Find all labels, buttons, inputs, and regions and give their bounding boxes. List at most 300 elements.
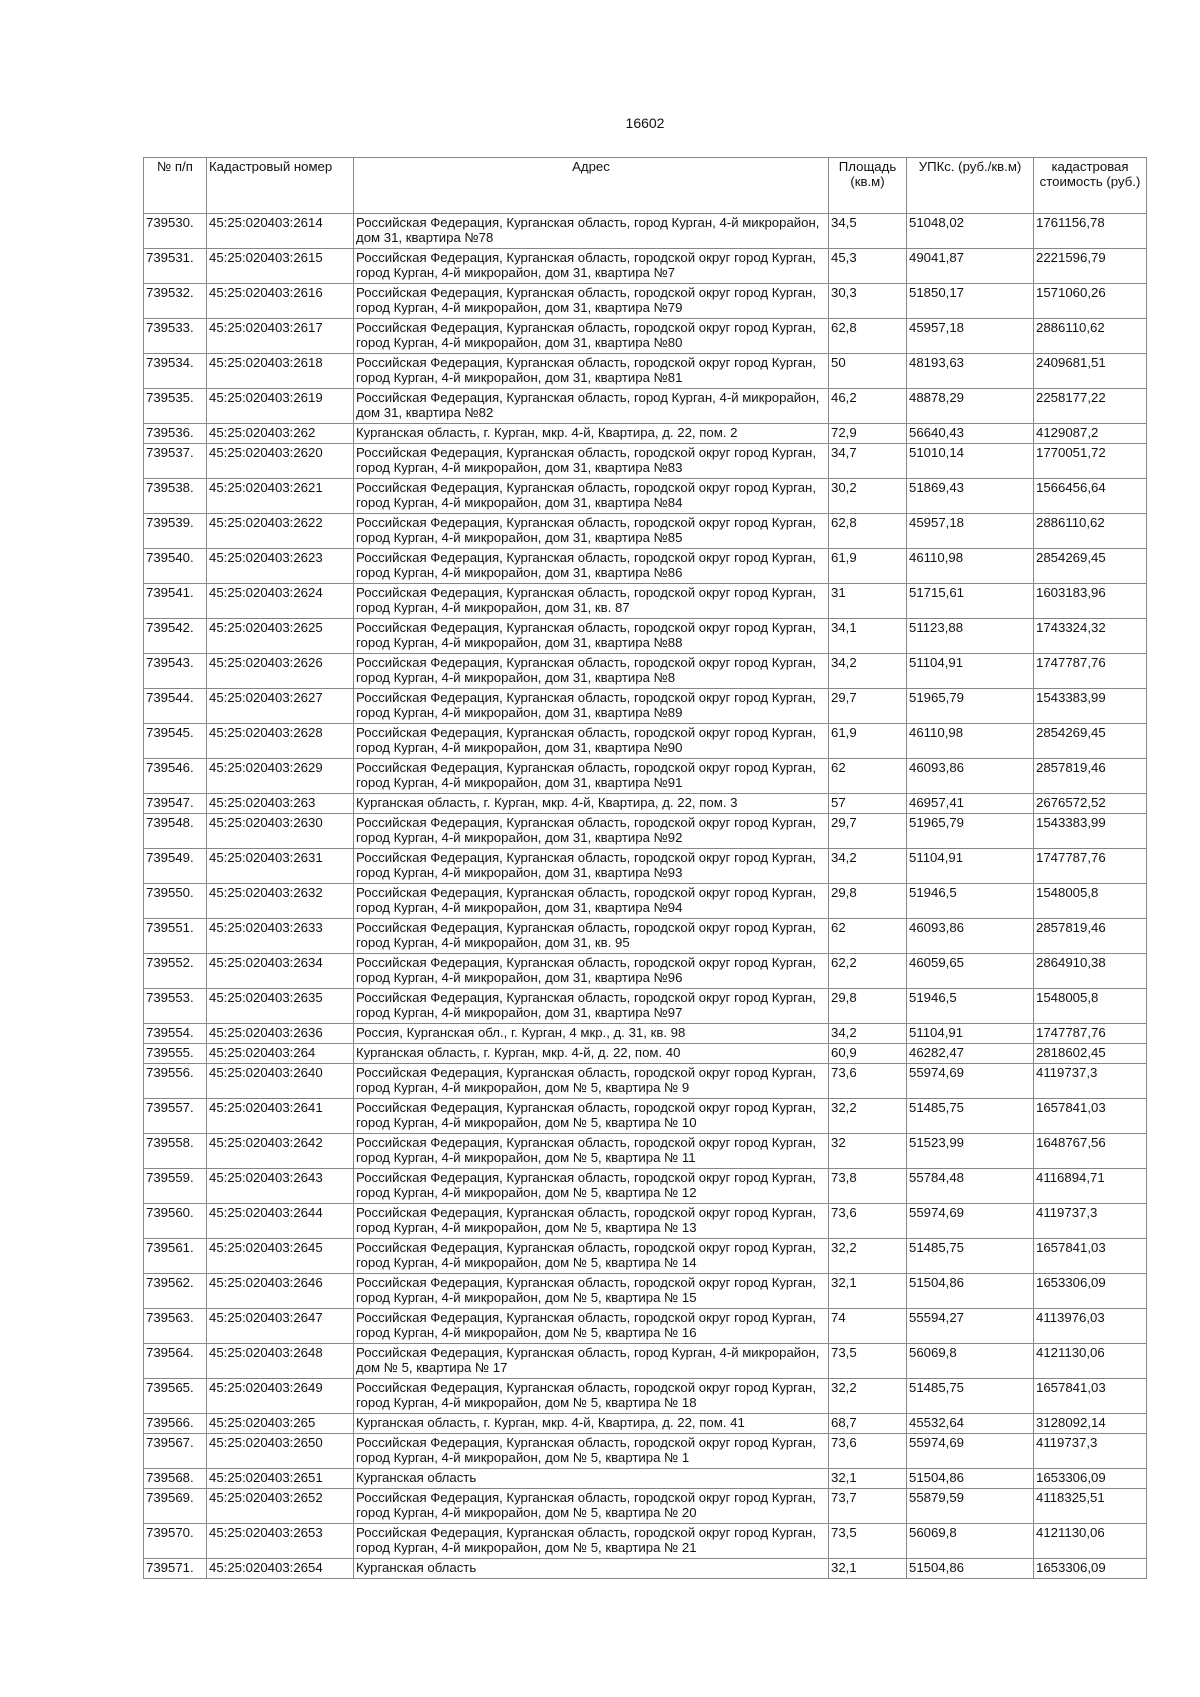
cell-cadastral-value: 4119737,3	[1034, 1064, 1147, 1099]
table-row	[144, 849, 1147, 884]
cell-area: 34,5	[829, 214, 907, 249]
cell-address: Курганская область	[354, 1559, 829, 1579]
cell-cadastral-number: 45:25:020403:2644	[207, 1204, 354, 1239]
cell-cadastral-number: 45:25:020403:265	[207, 1414, 354, 1434]
cell-cadastral-number: 45:25:020403:2628	[207, 724, 354, 759]
cell-unit-cost: 51485,75	[907, 1099, 1034, 1134]
cell-area: 29,7	[829, 689, 907, 724]
cell-address: Курганская область, г. Курган, мкр. 4-й, Квартира, д. 22, пом. 2	[354, 424, 829, 444]
cell-unit-cost: 51946,5	[907, 884, 1034, 919]
table-row	[144, 514, 1147, 549]
cell-number: 739539.	[144, 514, 207, 549]
cell-area: 34,2	[829, 849, 907, 884]
cell-cadastral-value: 1653306,09	[1034, 1559, 1147, 1579]
table-row	[144, 1344, 1147, 1379]
table-row	[144, 319, 1147, 354]
cell-unit-cost: 46093,86	[907, 919, 1034, 954]
table-row	[144, 989, 1147, 1024]
cell-address: Российская Федерация, Курганская область, городской округ город Курган, город Курган, 4-й микрорайон, дом 31, квартира №97	[354, 989, 829, 1024]
cell-address: Российская Федерация, Курганская область, городской округ город Курган, город Курган, 4-й микрорайон, дом 31, квартира №84	[354, 479, 829, 514]
table-row	[144, 424, 1147, 444]
cell-area: 73,6	[829, 1064, 907, 1099]
cell-number: 739558.	[144, 1134, 207, 1169]
cell-unit-cost: 49041,87	[907, 249, 1034, 284]
cell-cadastral-number: 45:25:020403:2643	[207, 1169, 354, 1204]
cell-address: Российская Федерация, Курганская область, городской округ город Курган, город Курган, 4-й микрорайон, дом 31, кв. 95	[354, 919, 829, 954]
cell-area: 61,9	[829, 724, 907, 759]
cell-number: 739538.	[144, 479, 207, 514]
cell-unit-cost: 48878,29	[907, 389, 1034, 424]
cell-cadastral-value: 1657841,03	[1034, 1099, 1147, 1134]
cell-unit-cost: 51104,91	[907, 849, 1034, 884]
cell-address: Российская Федерация, Курганская область, городской округ город Курган, город Курган, 4-й микрорайон, дом 31, квартира №94	[354, 884, 829, 919]
cell-cadastral-value: 4129087,2	[1034, 424, 1147, 444]
cell-cadastral-value: 2409681,51	[1034, 354, 1147, 389]
table-row	[144, 954, 1147, 989]
cell-number: 739547.	[144, 794, 207, 814]
cell-cadastral-number: 45:25:020403:2615	[207, 249, 354, 284]
header-number: № п/п	[144, 158, 207, 214]
cell-cadastral-number: 45:25:020403:2634	[207, 954, 354, 989]
cell-unit-cost: 51965,79	[907, 814, 1034, 849]
cell-address: Российская Федерация, Курганская область, городской округ город Курган, город Курган, 4-й микрорайон, дом № 5, квартира № 12	[354, 1169, 829, 1204]
table-row	[144, 1309, 1147, 1344]
table-row	[144, 1274, 1147, 1309]
cell-cadastral-value: 2857819,46	[1034, 759, 1147, 794]
table-row	[144, 1044, 1147, 1064]
cell-address: Российская Федерация, Курганская область, городской округ город Курган, город Курган, 4-й микрорайон, дом № 5, квартира № 10	[354, 1099, 829, 1134]
cell-area: 61,9	[829, 549, 907, 584]
cell-cadastral-value: 2221596,79	[1034, 249, 1147, 284]
table-row	[144, 1559, 1147, 1579]
cell-cadastral-value: 1648767,56	[1034, 1134, 1147, 1169]
cell-cadastral-number: 45:25:020403:2616	[207, 284, 354, 319]
table-row	[144, 759, 1147, 794]
cell-cadastral-value: 2676572,52	[1034, 794, 1147, 814]
cell-address: Российская Федерация, Курганская область, город Курган, 4-й микрорайон, дом 31, квартира №82	[354, 389, 829, 424]
cell-cadastral-value: 2818602,45	[1034, 1044, 1147, 1064]
cell-unit-cost: 46059,65	[907, 954, 1034, 989]
cell-cadastral-number: 45:25:020403:2654	[207, 1559, 354, 1579]
cell-area: 34,7	[829, 444, 907, 479]
cell-cadastral-number: 45:25:020403:2648	[207, 1344, 354, 1379]
cell-unit-cost: 56069,8	[907, 1524, 1034, 1559]
cell-area: 62	[829, 759, 907, 794]
cell-cadastral-number: 45:25:020403:2629	[207, 759, 354, 794]
table-row	[144, 444, 1147, 479]
cell-cadastral-value: 3128092,14	[1034, 1414, 1147, 1434]
cell-area: 74	[829, 1309, 907, 1344]
cell-address: Российская Федерация, Курганская область, городской округ город Курган, город Курган, 4-й микрорайон, дом 31, квартира №96	[354, 954, 829, 989]
table-row	[144, 1204, 1147, 1239]
cell-cadastral-value: 1747787,76	[1034, 654, 1147, 689]
cell-unit-cost: 51965,79	[907, 689, 1034, 724]
cell-number: 739552.	[144, 954, 207, 989]
cell-unit-cost: 46110,98	[907, 724, 1034, 759]
cell-unit-cost: 51123,88	[907, 619, 1034, 654]
table-row	[144, 1489, 1147, 1524]
cell-address: Российская Федерация, Курганская область, город Курган, 4-й микрорайон, дом № 5, квартира № 17	[354, 1344, 829, 1379]
cell-area: 30,2	[829, 479, 907, 514]
cell-unit-cost: 55974,69	[907, 1064, 1034, 1099]
cell-cadastral-number: 45:25:020403:2627	[207, 689, 354, 724]
cell-cadastral-number: 45:25:020403:2641	[207, 1099, 354, 1134]
cell-cadastral-value: 1548005,8	[1034, 989, 1147, 1024]
cell-address: Российская Федерация, Курганская область, городской округ город Курган, город Курган, 4-й микрорайон, дом 31, квартира №89	[354, 689, 829, 724]
cell-cadastral-value: 1653306,09	[1034, 1274, 1147, 1309]
cell-number: 739565.	[144, 1379, 207, 1414]
cell-cadastral-number: 45:25:020403:264	[207, 1044, 354, 1064]
table-row	[144, 1434, 1147, 1469]
header-cadastral-value: кадастровая стоимость (руб.)	[1034, 158, 1147, 214]
cell-cadastral-value: 4121130,06	[1034, 1524, 1147, 1559]
cell-number: 739559.	[144, 1169, 207, 1204]
cell-unit-cost: 46282,47	[907, 1044, 1034, 1064]
cell-address: Российская Федерация, Курганская область, городской округ город Курган, город Курган, 4-й микрорайон, дом № 5, квартира № 1	[354, 1434, 829, 1469]
cell-area: 45,3	[829, 249, 907, 284]
cell-area: 46,2	[829, 389, 907, 424]
cell-number: 739548.	[144, 814, 207, 849]
cell-unit-cost: 46093,86	[907, 759, 1034, 794]
cell-number: 739567.	[144, 1434, 207, 1469]
cell-area: 50	[829, 354, 907, 389]
cell-area: 32,2	[829, 1099, 907, 1134]
cell-number: 739568.	[144, 1469, 207, 1489]
cell-cadastral-value: 1761156,78	[1034, 214, 1147, 249]
cell-number: 739541.	[144, 584, 207, 619]
cell-address: Российская Федерация, Курганская область, городской округ город Курган, город Курган, 4-й микрорайон, дом № 5, квартира № 14	[354, 1239, 829, 1274]
cell-address: Российская Федерация, Курганская область, городской округ город Курган, город Курган, 4-й микрорайон, дом № 5, квартира № 18	[354, 1379, 829, 1414]
cell-area: 32,1	[829, 1469, 907, 1489]
cell-unit-cost: 51850,17	[907, 284, 1034, 319]
cell-cadastral-number: 45:25:020403:2647	[207, 1309, 354, 1344]
cell-area: 34,2	[829, 654, 907, 689]
cadastral-table	[143, 157, 1147, 1579]
table-row	[144, 814, 1147, 849]
cell-address: Курганская область	[354, 1469, 829, 1489]
cell-area: 62,8	[829, 514, 907, 549]
table-row	[144, 919, 1147, 954]
cell-cadastral-value: 1747787,76	[1034, 1024, 1147, 1044]
cell-cadastral-value: 2886110,62	[1034, 319, 1147, 354]
cell-area: 72,9	[829, 424, 907, 444]
cell-address: Курганская область, г. Курган, мкр. 4-й, Квартира, д. 22, пом. 41	[354, 1414, 829, 1434]
cell-unit-cost: 51010,14	[907, 444, 1034, 479]
cell-cadastral-number: 45:25:020403:2633	[207, 919, 354, 954]
cell-address: Курганская область, г. Курган, мкр. 4-й, Квартира, д. 22, пом. 3	[354, 794, 829, 814]
header-cadastral-number: Кадастровый номер	[207, 158, 354, 214]
cell-unit-cost: 51715,61	[907, 584, 1034, 619]
cell-cadastral-value: 1743324,32	[1034, 619, 1147, 654]
table-row	[144, 1169, 1147, 1204]
cell-unit-cost: 51485,75	[907, 1379, 1034, 1414]
cell-cadastral-number: 45:25:020403:2646	[207, 1274, 354, 1309]
cell-number: 739561.	[144, 1239, 207, 1274]
cell-number: 739534.	[144, 354, 207, 389]
cell-number: 739549.	[144, 849, 207, 884]
cell-cadastral-number: 45:25:020403:2621	[207, 479, 354, 514]
cell-unit-cost: 45532,64	[907, 1414, 1034, 1434]
cell-number: 739537.	[144, 444, 207, 479]
cell-address: Российская Федерация, Курганская область, городской округ город Курган, город Курган, 4-й микрорайон, дом 31, квартира №86	[354, 549, 829, 584]
table-row	[144, 479, 1147, 514]
cell-cadastral-number: 45:25:020403:2625	[207, 619, 354, 654]
cell-unit-cost: 51104,91	[907, 1024, 1034, 1044]
cell-unit-cost: 55974,69	[907, 1204, 1034, 1239]
cell-cadastral-number: 45:25:020403:2635	[207, 989, 354, 1024]
cell-number: 739560.	[144, 1204, 207, 1239]
cell-area: 29,8	[829, 989, 907, 1024]
cell-address: Российская Федерация, Курганская область, городской округ город Курган, город Курган, 4-й микрорайон, дом 31, квартира №85	[354, 514, 829, 549]
cell-area: 29,8	[829, 884, 907, 919]
cell-area: 73,6	[829, 1434, 907, 1469]
cell-area: 62,2	[829, 954, 907, 989]
cell-unit-cost: 55784,48	[907, 1169, 1034, 1204]
cell-cadastral-value: 1571060,26	[1034, 284, 1147, 319]
cell-cadastral-number: 45:25:020403:2620	[207, 444, 354, 479]
cell-cadastral-number: 45:25:020403:2630	[207, 814, 354, 849]
cell-cadastral-number: 45:25:020403:2640	[207, 1064, 354, 1099]
cell-number: 739569.	[144, 1489, 207, 1524]
cell-cadastral-number: 45:25:020403:2649	[207, 1379, 354, 1414]
cell-address: Российская Федерация, Курганская область, городской округ город Курган, город Курган, 4-й микрорайон, дом № 5, квартира № 21	[354, 1524, 829, 1559]
page-number: 16602	[625, 115, 665, 131]
table-row	[144, 619, 1147, 654]
table-row	[144, 584, 1147, 619]
cell-cadastral-value: 2854269,45	[1034, 549, 1147, 584]
cell-number: 739543.	[144, 654, 207, 689]
cell-area: 62,8	[829, 319, 907, 354]
cell-cadastral-number: 45:25:020403:2652	[207, 1489, 354, 1524]
cell-cadastral-value: 1653306,09	[1034, 1469, 1147, 1489]
table-row	[144, 884, 1147, 919]
cell-address: Российская Федерация, Курганская область, городской округ город Курган, город Курган, 4-й микрорайон, дом 31, квартира №79	[354, 284, 829, 319]
cell-number: 739532.	[144, 284, 207, 319]
cell-address: Российская Федерация, Курганская область, городской округ город Курган, город Курган, 4-й микрорайон, дом 31, квартира №83	[354, 444, 829, 479]
table-row	[144, 794, 1147, 814]
cell-number: 739530.	[144, 214, 207, 249]
cell-cadastral-number: 45:25:020403:2653	[207, 1524, 354, 1559]
cell-address: Российская Федерация, Курганская область, городской округ город Курган, город Курган, 4-й микрорайон, дом № 5, квартира № 16	[354, 1309, 829, 1344]
cell-unit-cost: 51485,75	[907, 1239, 1034, 1274]
cell-unit-cost: 51523,99	[907, 1134, 1034, 1169]
cell-area: 60,9	[829, 1044, 907, 1064]
cell-area: 73,8	[829, 1169, 907, 1204]
cell-cadastral-number: 45:25:020403:2650	[207, 1434, 354, 1469]
cell-address: Российская Федерация, Курганская область, городской округ город Курган, город Курган, 4-й микрорайон, дом № 5, квартира № 20	[354, 1489, 829, 1524]
cell-cadastral-number: 45:25:020403:2642	[207, 1134, 354, 1169]
cell-cadastral-number: 45:25:020403:2618	[207, 354, 354, 389]
cell-unit-cost: 51946,5	[907, 989, 1034, 1024]
cell-cadastral-value: 4119737,3	[1034, 1434, 1147, 1469]
cell-cadastral-value: 1657841,03	[1034, 1239, 1147, 1274]
table-row	[144, 389, 1147, 424]
table-row	[144, 1469, 1147, 1489]
cell-number: 739536.	[144, 424, 207, 444]
cell-cadastral-number: 45:25:020403:2636	[207, 1024, 354, 1044]
cell-cadastral-number: 45:25:020403:263	[207, 794, 354, 814]
cell-address: Российская Федерация, Курганская область, городской округ город Курган, город Курган, 4-й микрорайон, дом 31, квартира №81	[354, 354, 829, 389]
cell-address: Россия, Курганская обл., г. Курган, 4 мкр., д. 31, кв. 98	[354, 1024, 829, 1044]
cell-area: 32,2	[829, 1239, 907, 1274]
cell-area: 73,6	[829, 1204, 907, 1239]
cell-number: 739533.	[144, 319, 207, 354]
cell-unit-cost: 51104,91	[907, 654, 1034, 689]
cell-number: 739555.	[144, 1044, 207, 1064]
cell-cadastral-value: 4119737,3	[1034, 1204, 1147, 1239]
cell-area: 73,7	[829, 1489, 907, 1524]
cell-address: Российская Федерация, Курганская область, городской округ город Курган, город Курган, 4-й микрорайон, дом 31, кв. 87	[354, 584, 829, 619]
cell-address: Курганская область, г. Курган, мкр. 4-й, д. 22, пом. 40	[354, 1044, 829, 1064]
cell-number: 739531.	[144, 249, 207, 284]
cell-area: 73,5	[829, 1524, 907, 1559]
cell-number: 739554.	[144, 1024, 207, 1044]
cell-area: 32,1	[829, 1274, 907, 1309]
cell-address: Российская Федерация, Курганская область, городской округ город Курган, город Курган, 4-й микрорайон, дом № 5, квартира № 13	[354, 1204, 829, 1239]
cell-unit-cost: 55974,69	[907, 1434, 1034, 1469]
cell-cadastral-number: 45:25:020403:2623	[207, 549, 354, 584]
cell-cadastral-value: 2857819,46	[1034, 919, 1147, 954]
cell-address: Российская Федерация, Курганская область, город Курган, 4-й микрорайон, дом 31, квартира №78	[354, 214, 829, 249]
cell-address: Российская Федерация, Курганская область, городской округ город Курган, город Курган, 4-й микрорайон, дом 31, квартира №8	[354, 654, 829, 689]
cell-area: 34,1	[829, 619, 907, 654]
table-header-row	[144, 158, 1147, 214]
cell-cadastral-value: 1543383,99	[1034, 814, 1147, 849]
cell-cadastral-value: 4113976,03	[1034, 1309, 1147, 1344]
table-row	[144, 249, 1147, 284]
cell-address: Российская Федерация, Курганская область, городской округ город Курган, город Курган, 4-й микрорайон, дом 31, квартира №92	[354, 814, 829, 849]
cell-unit-cost: 45957,18	[907, 514, 1034, 549]
cell-area: 32,2	[829, 1379, 907, 1414]
cell-cadastral-number: 45:25:020403:2619	[207, 389, 354, 424]
table-row	[144, 1024, 1147, 1044]
cell-area: 73,5	[829, 1344, 907, 1379]
cell-cadastral-value: 1548005,8	[1034, 884, 1147, 919]
cell-cadastral-value: 2258177,22	[1034, 389, 1147, 424]
cell-unit-cost: 45957,18	[907, 319, 1034, 354]
cell-unit-cost: 46957,41	[907, 794, 1034, 814]
cell-area: 57	[829, 794, 907, 814]
header-unit-cost: УПКс. (руб./кв.м)	[907, 158, 1034, 214]
cell-number: 739551.	[144, 919, 207, 954]
cell-cadastral-number: 45:25:020403:2631	[207, 849, 354, 884]
cell-number: 739553.	[144, 989, 207, 1024]
cell-cadastral-number: 45:25:020403:2626	[207, 654, 354, 689]
cell-address: Российская Федерация, Курганская область, городской округ город Курган, город Курган, 4-й микрорайон, дом 31, квартира №93	[354, 849, 829, 884]
cell-cadastral-number: 45:25:020403:2617	[207, 319, 354, 354]
cell-unit-cost: 55879,59	[907, 1489, 1034, 1524]
cell-number: 739564.	[144, 1344, 207, 1379]
cell-address: Российская Федерация, Курганская область, городской округ город Курган, город Курган, 4-й микрорайон, дом 31, квартира №91	[354, 759, 829, 794]
cell-number: 739563.	[144, 1309, 207, 1344]
cell-address: Российская Федерация, Курганская область, городской округ город Курган, город Курган, 4-й микрорайон, дом № 5, квартира № 9	[354, 1064, 829, 1099]
cell-number: 739540.	[144, 549, 207, 584]
table-row	[144, 689, 1147, 724]
table-row	[144, 1414, 1147, 1434]
cell-cadastral-value: 4121130,06	[1034, 1344, 1147, 1379]
table-row	[144, 654, 1147, 689]
cell-number: 739535.	[144, 389, 207, 424]
cell-number: 739570.	[144, 1524, 207, 1559]
table-row	[144, 549, 1147, 584]
cell-unit-cost: 56640,43	[907, 424, 1034, 444]
table-row	[144, 1134, 1147, 1169]
cell-number: 739550.	[144, 884, 207, 919]
cell-address: Российская Федерация, Курганская область, городской округ город Курган, город Курган, 4-й микрорайон, дом № 5, квартира № 11	[354, 1134, 829, 1169]
cell-cadastral-value: 1657841,03	[1034, 1379, 1147, 1414]
cell-cadastral-number: 45:25:020403:2614	[207, 214, 354, 249]
cell-number: 739562.	[144, 1274, 207, 1309]
cell-area: 29,7	[829, 814, 907, 849]
cell-cadastral-value: 2864910,38	[1034, 954, 1147, 989]
cell-cadastral-number: 45:25:020403:2651	[207, 1469, 354, 1489]
cell-cadastral-number: 45:25:020403:262	[207, 424, 354, 444]
cell-number: 739571.	[144, 1559, 207, 1579]
cell-address: Российская Федерация, Курганская область, городской округ город Курган, город Курган, 4-й микрорайон, дом 31, квартира №80	[354, 319, 829, 354]
cell-cadastral-value: 1603183,96	[1034, 584, 1147, 619]
cell-unit-cost: 51504,86	[907, 1274, 1034, 1309]
cell-cadastral-value: 2886110,62	[1034, 514, 1147, 549]
table-row	[144, 214, 1147, 249]
cell-area: 31	[829, 584, 907, 619]
cell-cadastral-value: 1747787,76	[1034, 849, 1147, 884]
table-row	[144, 1239, 1147, 1274]
header-area: Площадь (кв.м)	[829, 158, 907, 214]
header-address: Адрес	[354, 158, 829, 214]
cell-area: 34,2	[829, 1024, 907, 1044]
cell-unit-cost: 51869,43	[907, 479, 1034, 514]
cell-area: 32,1	[829, 1559, 907, 1579]
cell-number: 739556.	[144, 1064, 207, 1099]
cell-address: Российская Федерация, Курганская область, городской округ город Курган, город Курган, 4-й микрорайон, дом 31, квартира №7	[354, 249, 829, 284]
cell-cadastral-number: 45:25:020403:2645	[207, 1239, 354, 1274]
cell-cadastral-value: 1566456,64	[1034, 479, 1147, 514]
cell-cadastral-value: 1770051,72	[1034, 444, 1147, 479]
cell-cadastral-value: 1543383,99	[1034, 689, 1147, 724]
cell-unit-cost: 46110,98	[907, 549, 1034, 584]
cell-area: 68,7	[829, 1414, 907, 1434]
cell-cadastral-value: 4118325,51	[1034, 1489, 1147, 1524]
cell-cadastral-value: 2854269,45	[1034, 724, 1147, 759]
table-row	[144, 1064, 1147, 1099]
cell-cadastral-number: 45:25:020403:2624	[207, 584, 354, 619]
cell-address: Российская Федерация, Курганская область, городской округ город Курган, город Курган, 4-й микрорайон, дом № 5, квартира № 15	[354, 1274, 829, 1309]
cell-unit-cost: 55594,27	[907, 1309, 1034, 1344]
cell-number: 739542.	[144, 619, 207, 654]
table-row	[144, 1379, 1147, 1414]
cell-unit-cost: 56069,8	[907, 1344, 1034, 1379]
cell-number: 739546.	[144, 759, 207, 794]
table-row	[144, 354, 1147, 389]
cell-unit-cost: 51504,86	[907, 1559, 1034, 1579]
cell-unit-cost: 51048,02	[907, 214, 1034, 249]
table-row	[144, 284, 1147, 319]
cell-unit-cost: 51504,86	[907, 1469, 1034, 1489]
table-row	[144, 724, 1147, 759]
cell-area: 32	[829, 1134, 907, 1169]
cell-number: 739545.	[144, 724, 207, 759]
table-row	[144, 1099, 1147, 1134]
cell-address: Российская Федерация, Курганская область, городской округ город Курган, город Курган, 4-й микрорайон, дом 31, квартира №88	[354, 619, 829, 654]
cell-area: 62	[829, 919, 907, 954]
cell-area: 30,3	[829, 284, 907, 319]
cell-number: 739566.	[144, 1414, 207, 1434]
table-row	[144, 1524, 1147, 1559]
cell-unit-cost: 48193,63	[907, 354, 1034, 389]
cell-cadastral-number: 45:25:020403:2622	[207, 514, 354, 549]
cell-cadastral-number: 45:25:020403:2632	[207, 884, 354, 919]
cell-address: Российская Федерация, Курганская область, городской округ город Курган, город Курган, 4-й микрорайон, дом 31, квартира №90	[354, 724, 829, 759]
